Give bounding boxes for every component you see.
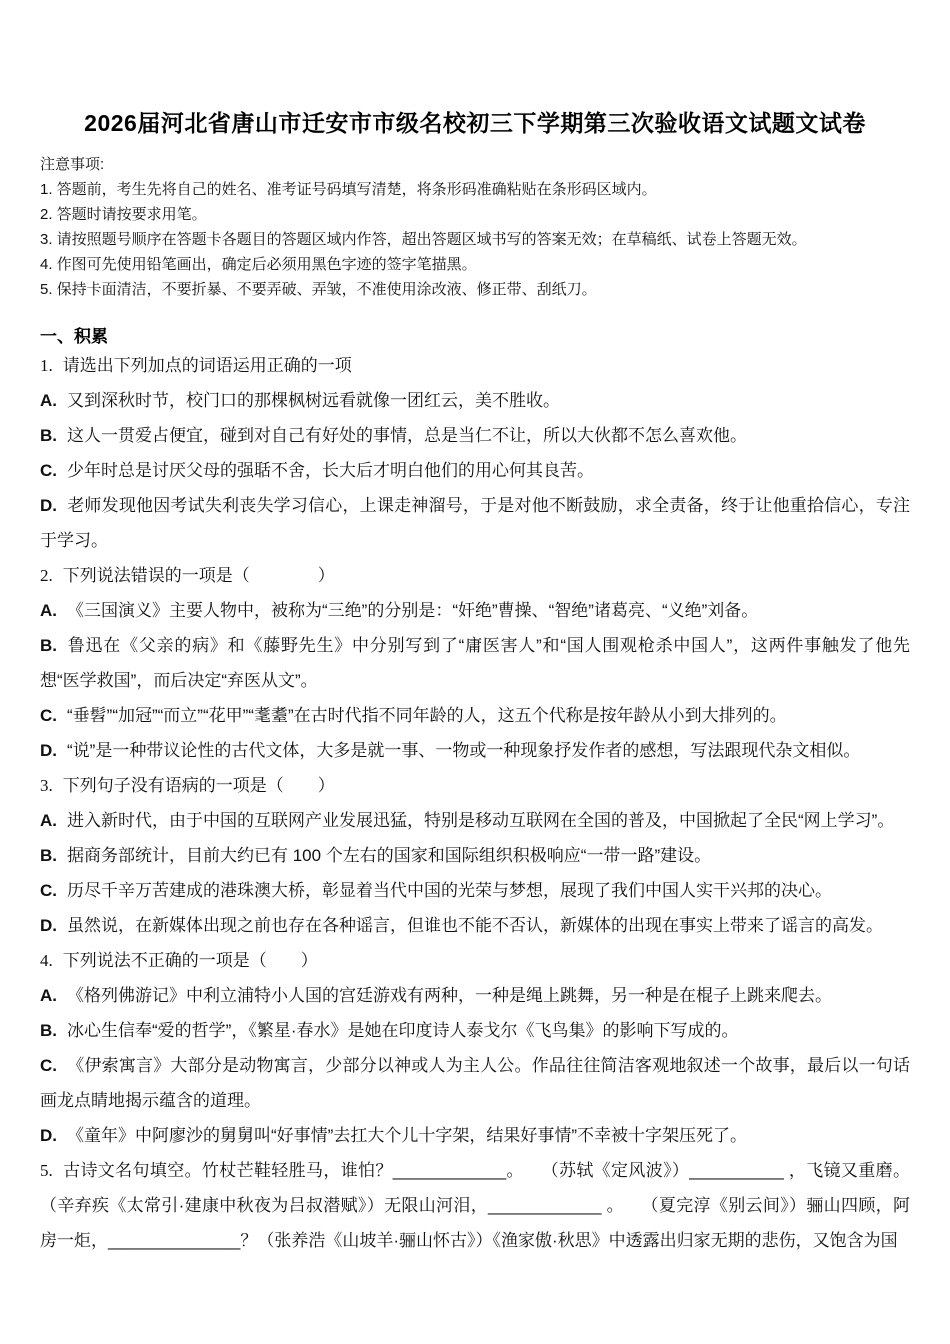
question-2-number: 2.: [40, 566, 53, 585]
option-text: 这人一贯爱占便宜，碰到对自己有好处的事情，总是当仁不让，所以大伙都不怎么喜欢他。: [67, 426, 747, 445]
question-4-stem: [40, 943, 910, 978]
option-label-c: C.: [40, 1056, 57, 1075]
option-label-a: A.: [40, 601, 57, 620]
option-text: 少年时总是讨厌父母的强聒不舍，长大后才明白他们的用心何其良苦。: [67, 461, 594, 480]
question-5-stem: [40, 1153, 910, 1258]
option-text: 又到深秋时节，校门口的那棵枫树远看就像一团红云，美不胜收。: [67, 391, 560, 410]
option-text: 《三国演义》主要人物中，被称为“三绝”的分别是：“奸绝”曹操、“智绝”诸葛亮、“义绝”刘备。: [67, 601, 759, 620]
question-1-option-c: [40, 453, 910, 488]
question-1-number: 1.: [40, 356, 53, 375]
question-5-number: 5.: [40, 1161, 53, 1180]
option-label-b: B.: [40, 426, 57, 445]
question-3-stem: [40, 768, 910, 803]
option-label-a: A.: [40, 391, 57, 410]
question-3-option-d: [40, 908, 910, 943]
option-label-d: D.: [40, 741, 57, 760]
question-5-text: 古诗文名句填空。竹杖芒鞋轻胜马，谁怕？____________。 （苏轼《定风波》）__________ ，飞镜又重磨。（辛弃疾《太常引·建康中秋夜为吕叔潜赋》）无限山河泪，____________ 。 （夏完淳《别云间》）骊山四顾，阿房一炬，______________？（张养浩《山坡羊·骊山怀古》）《渔家傲·秋思》中透露出归家无期的悲伤，又饱含为国: [40, 1161, 910, 1250]
notice-item: 4. 作图可先使用铅笔画出，确定后必须用黑色字迹的签字笔描黑。: [40, 256, 477, 273]
option-text: 虽然说，在新媒体出现之前也存在各种谣言，但谁也不能不否认，新媒体的出现在事实上带来了谣言的高发。: [67, 916, 883, 935]
option-label-c: C.: [40, 461, 57, 480]
question-1-text: 请选出下列加点的词语运用正确的一项: [62, 356, 352, 375]
question-3-text: 下列句子没有语病的一项是（ ）: [62, 776, 335, 795]
option-text: 据商务部统计，目前大约已有 100 个左右的国家和国际组织积极响应“一带一路”建设。: [67, 846, 712, 865]
option-text: 老师发现他因考试失利丧失学习信心，上课走神溜号，于是对他不断鼓励，求全责备，终于让他重拾信心，专注于学习。: [40, 496, 910, 550]
option-label-b: B.: [40, 1021, 57, 1040]
question-4-text: 下列说法不正确的一项是（ ）: [62, 951, 318, 970]
notice-section: [40, 152, 910, 302]
notice-item: 3. 请按照题号顺序在答题卡各题目的答题区域内作答，超出答题区域书写的答案无效；在草稿纸、试卷上答题无效。: [40, 231, 807, 248]
question-2-stem: [40, 558, 910, 593]
option-text: 冰心生信奉“爱的哲学”，《繁星·春水》是她在印度诗人泰戈尔《飞鸟集》的影响下写成的。: [67, 1021, 739, 1040]
questions-container: [40, 348, 910, 1258]
question-2-text: 下列说法错误的一项是（ ）: [62, 566, 335, 585]
question-4-option-b: [40, 1013, 910, 1048]
question-3-number: 3.: [40, 776, 53, 795]
question-2-option-b: [40, 628, 910, 698]
question-1-option-a: [40, 383, 910, 418]
question-2-option-d: [40, 733, 910, 768]
question-4-number: 4.: [40, 951, 53, 970]
notice-item: 5. 保持卡面清洁，不要折暴、不要弄破、弄皱，不准使用涂改液、修正带、刮纸刀。: [40, 281, 597, 298]
option-label-b: B.: [40, 846, 57, 865]
question-1-option-d: [40, 488, 910, 558]
notice-heading: 注意事项:: [40, 156, 105, 173]
option-text: “垂髫”“加冠”“而立”“花甲”“耄耋”在古时代指不同年龄的人，这五个代称是按年龄从小到大排列的。: [67, 706, 787, 725]
option-label-d: D.: [40, 1126, 57, 1145]
question-3-option-b: [40, 838, 910, 873]
question-4-option-c: [40, 1048, 910, 1118]
question-3-option-c: [40, 873, 910, 908]
notice-item: 1. 答题前，考生先将自己的姓名、准考证号码填写清楚，将条形码准确粘贴在条形码区域内。: [40, 181, 657, 198]
question-3-option-a: [40, 803, 910, 838]
option-label-b: B.: [40, 636, 57, 655]
option-text: 鲁迅在《父亲的病》和《藤野先生》中分别写到了“庸医害人”和“国人围观枪杀中国人”，这两件事触发了他先想“医学救国”，而后决定“弃医从文”。: [40, 636, 910, 690]
option-text: 《格列佛游记》中利立浦特小人国的宫廷游戏有两种，一种是绳上跳舞，另一种是在棍子上跳来爬去。: [67, 986, 832, 1005]
option-text: 《伊索寓言》大部分是动物寓言，少部分以神或人为主人公。作品往往简洁客观地叙述一个故事，最后以一句话画龙点睛地揭示蕴含的道理。: [40, 1056, 910, 1110]
notice-item: 2. 答题时请按要求用笔。: [40, 206, 207, 223]
option-label-c: C.: [40, 706, 57, 725]
option-text: 《童年》中阿廖沙的舅舅叫“好事情”去扛大个儿十字架，结果好事情”不幸被十字架压死了。: [67, 1126, 747, 1145]
question-4-option-a: [40, 978, 910, 1013]
option-text: “说”是一种带议论性的古代文体，大多是就一事、一物或一种现象抒发作者的感想，写法跟现代杂文相似。: [67, 741, 861, 760]
question-4-option-d: [40, 1118, 910, 1153]
option-label-d: D.: [40, 916, 57, 935]
option-text: 历尽千辛万苦建成的港珠澳大桥，彰显着当代中国的光荣与梦想，展现了我们中国人实干兴邦的决心。: [67, 881, 832, 900]
question-1-option-b: [40, 418, 910, 453]
option-text: 进入新时代，由于中国的互联网产业发展迅猛，特别是移动互联网在全国的普及，中国掀起了全民“网上学习”。: [67, 811, 895, 830]
option-label-d: D.: [40, 496, 57, 515]
question-1-stem: [40, 348, 910, 383]
question-2-option-c: [40, 698, 910, 733]
option-label-a: A.: [40, 986, 57, 1005]
section-heading-accumulation: 一、积累: [40, 327, 108, 346]
question-2-option-a: [40, 593, 910, 628]
option-label-a: A.: [40, 811, 57, 830]
option-label-c: C.: [40, 881, 57, 900]
page-title: 2026届河北省唐山市迁安市市级名校初三下学期第三次验收语文试题文试卷: [84, 110, 866, 136]
